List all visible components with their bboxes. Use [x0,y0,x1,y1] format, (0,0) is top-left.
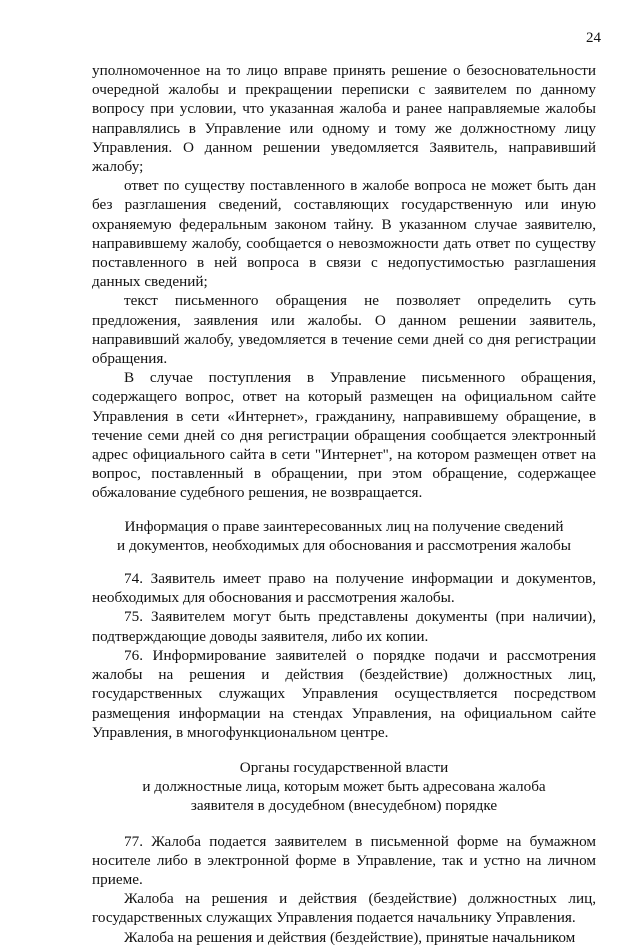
heading-line: Органы государственной власти [239,758,449,776]
paragraph-77: 77. Жалоба подается заявителем в письменной форме на бумажном носителе либо в электронной форме в Управление, так и устно на личном приеме. [92,832,596,888]
paragraph: Жалоба на решения и действия (бездействие), принятые начальником [124,928,576,946]
heading-line: и должностные лица, которым может быть адресована жалоба [142,778,546,796]
heading-line: Информация о праве заинтересованных лиц на получение сведений [124,517,564,535]
paragraph: уполномоченное на то лицо вправе принять решение о безосновательности очередной жалобы и прекращении переписки с заявителем по данному вопросу при условии, что указанная жалоба и ранее направляемые жалобы направлялись в Управление или одному и тому же должностному лицу Управления. О данном решении уведомляется Заявитель, направивший жалобу; [92,62,596,176]
paragraph: ответ по существу поставленного в жалобе вопроса не может быть дан без разглашения сведений, составляющих государственную или иную охраняемую федеральным законом тайну. В указанном случае заявителю, направившему жалобу, сообщается о невозможности дать ответ по существу поставленного в ней вопроса в связи с недопустимостью разглашения данных сведений; [92,177,596,291]
paragraph-76: 76. Информирование заявителей о порядке подачи и рассмотрения жалобы на решения и действия (бездействие) должностных лиц, государственных служащих Управления осуществляется посредством размещения информации на стендах Управления, на официальном сайте Управления, в многофункциональном центре. [92,646,596,741]
page-number: 24 [586,30,601,46]
paragraph: Жалоба на решения и действия (бездействие) должностных лиц, государственных служащих Управления подается начальнику Управления. [92,890,596,927]
heading-line: заявителя в досудебном (внесудебном) порядке [190,797,498,815]
paragraph: текст письменного обращения не позволяет определить суть предложения, заявления или жалобы. О данном решении заявитель, направивший жалобу, уведомляется в течение семи дней со дня регистрации обращения. [92,292,596,368]
paragraph-75: 75. Заявителем могут быть представлены документы (при наличии), подтверждающие доводы заявителя, либо их копии. [92,608,596,645]
paragraph-74: 74. Заявитель имеет право на получение информации и документов, необходимых для обоснования и рассмотрения жалобы. [92,570,596,607]
section-heading-info-rights [92,517,596,555]
section-heading-authorities [92,758,596,816]
heading-line: и документов, необходимых для обоснования и рассмотрения жалобы [117,536,571,554]
paragraph: В случае поступления в Управление письменного обращения, содержащего вопрос, ответ на который размещен на официальном сайте Управления в сети «Интернет», гражданину, направившему обращение, в течение семи дней со дня регистрации обращения сообщается электронный адрес официального сайта в сети "Интернет", на котором размещен ответ на вопрос, поставленный в обращении, при этом обращение, содержащее обжалование судебного решения, не возвращается. [92,369,596,502]
document-body [92,61,596,947]
